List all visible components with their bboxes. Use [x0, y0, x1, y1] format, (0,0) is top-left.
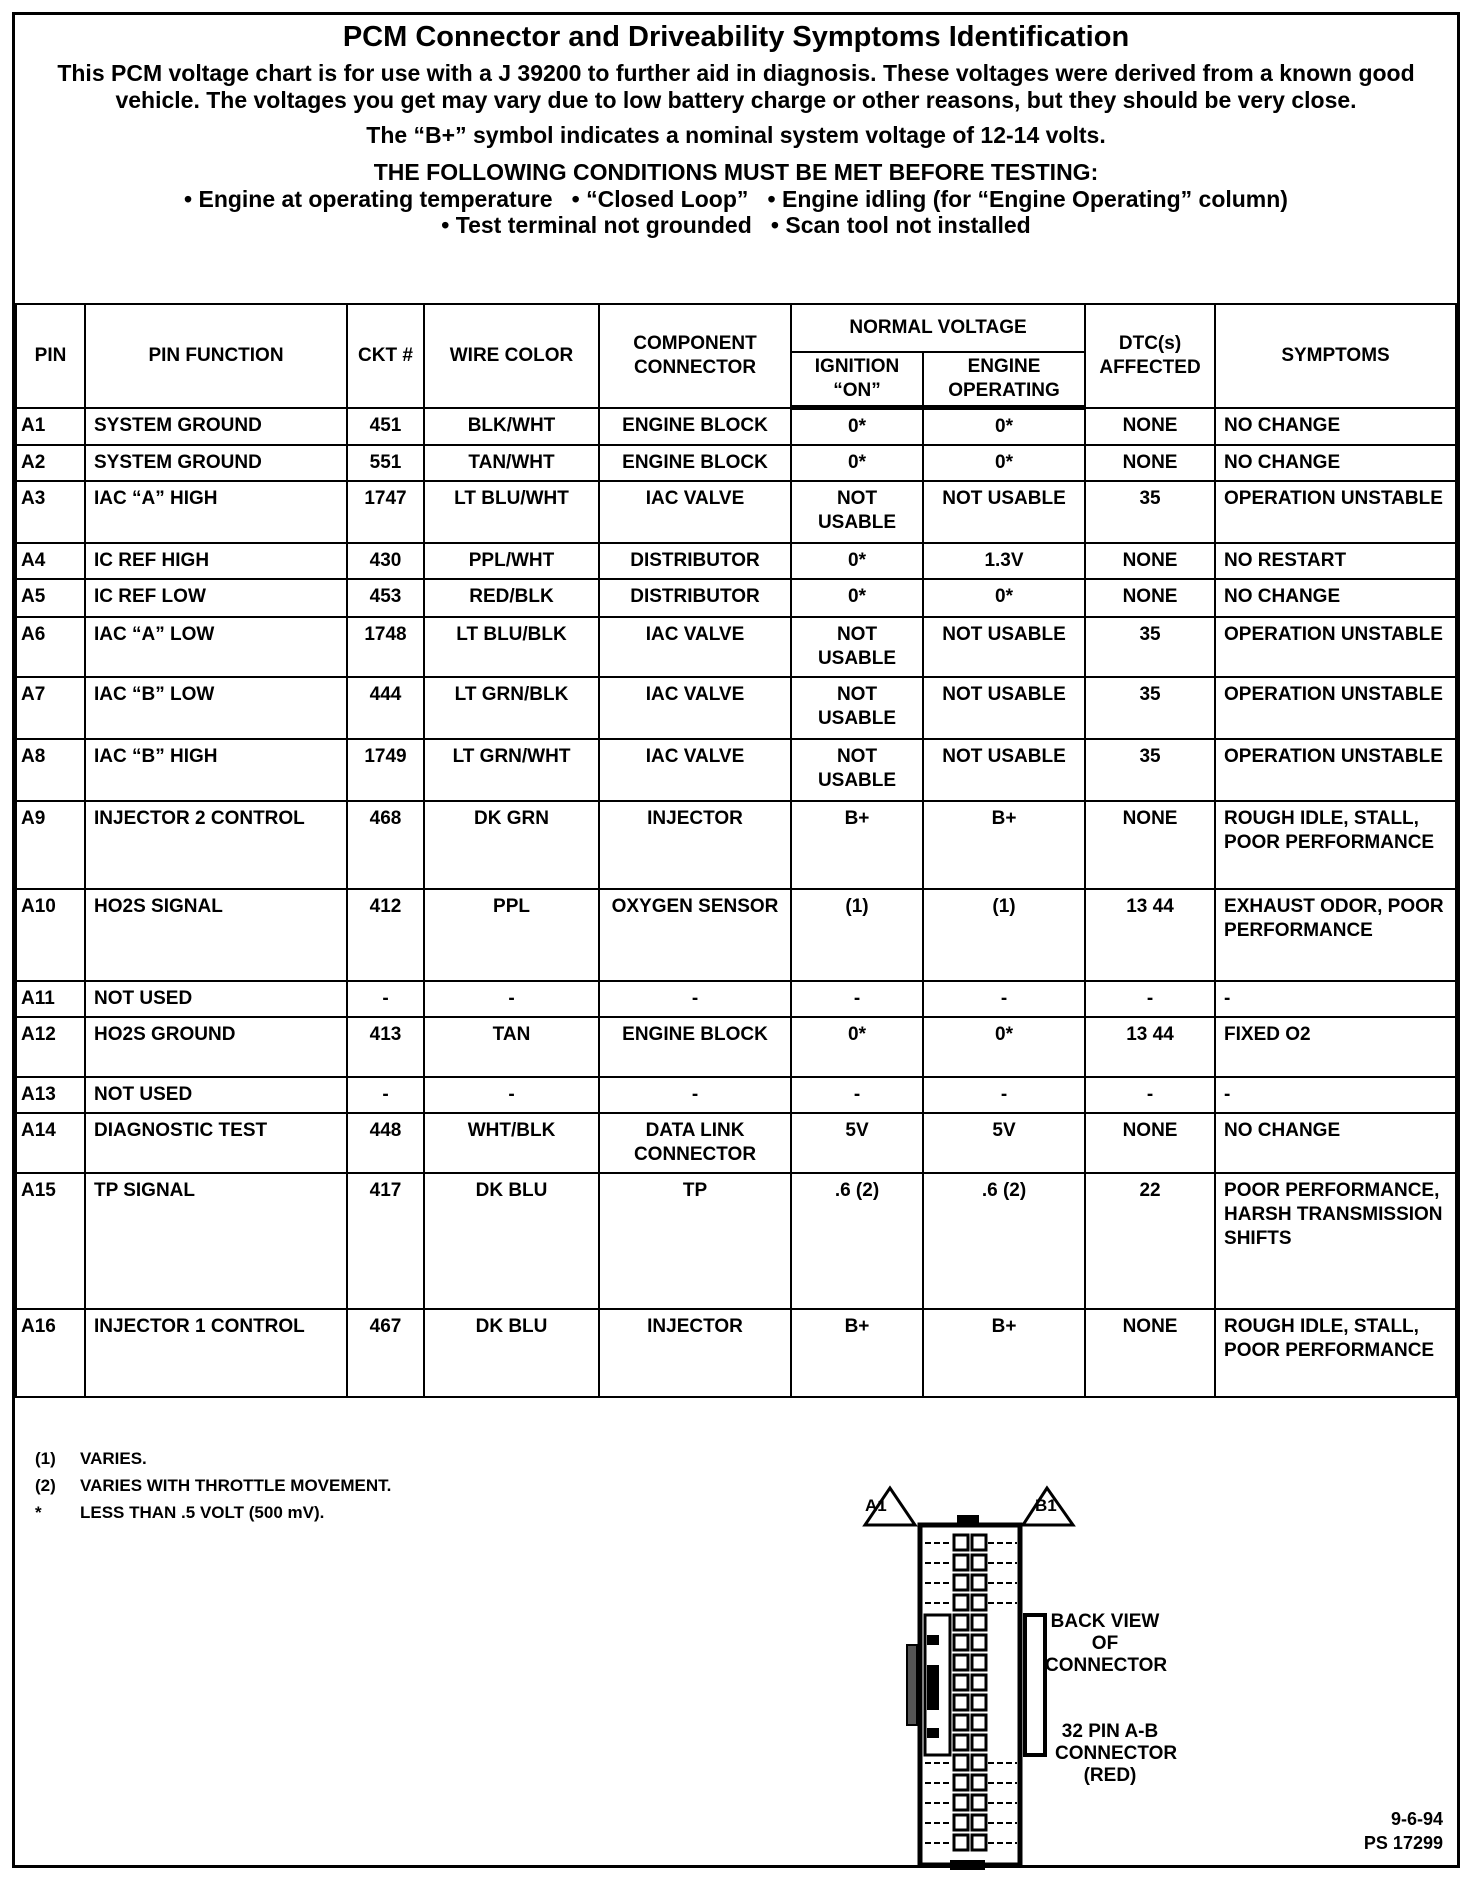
cell-pin: A14 — [16, 1113, 85, 1173]
header-engine: ENGINE OPERATING — [923, 352, 1085, 408]
cell-pin: A3 — [16, 481, 85, 543]
cell-function: IC REF HIGH — [85, 543, 347, 579]
conditions-heading: THE FOLLOWING CONDITIONS MUST BE MET BEFORE TESTING: — [373, 159, 1099, 185]
pin-cavity — [954, 1795, 968, 1810]
cell-dtc: 35 — [1085, 481, 1215, 543]
pin-cavity — [972, 1655, 986, 1670]
cell-eng: NOT USABLE — [923, 617, 1085, 677]
conditions-line-2: • Test terminal not grounded • Scan tool not installed — [441, 212, 1031, 238]
header-pin: PIN — [16, 304, 85, 408]
pin-cavity — [954, 1655, 968, 1670]
cell-function: INJECTOR 1 CONTROL — [85, 1309, 347, 1397]
cell-ign: (1) — [791, 889, 923, 981]
pin-cavity — [972, 1795, 986, 1810]
cell-ckt: 413 — [347, 1017, 424, 1077]
pin-cavity — [972, 1615, 986, 1630]
table-row — [16, 408, 1456, 446]
pin-cavity — [972, 1715, 986, 1730]
cell-function: DIAGNOSTIC TEST — [85, 1113, 347, 1173]
table-row — [16, 617, 1456, 677]
footnotes — [35, 1445, 391, 1526]
cell-ckt: 1747 — [347, 481, 424, 543]
cell-eng: - — [923, 1077, 1085, 1113]
cell-component: OXYGEN SENSOR — [599, 889, 791, 981]
cell-symptoms: OPERATION UNSTABLE — [1215, 481, 1456, 543]
pin-cavity — [954, 1675, 968, 1690]
pin-cavity — [972, 1575, 986, 1590]
cell-symptoms: - — [1215, 981, 1456, 1017]
cell-component: ENGINE BLOCK — [599, 445, 791, 481]
table-row — [16, 579, 1456, 617]
cell-component: IAC VALVE — [599, 481, 791, 543]
cell-pin: A9 — [16, 801, 85, 889]
pin-cavity — [954, 1755, 968, 1770]
cell-function: NOT USED — [85, 981, 347, 1017]
cell-eng: 5V — [923, 1113, 1085, 1173]
cell-pin: A6 — [16, 617, 85, 677]
pin-cavity — [972, 1755, 986, 1770]
cell-wire: DK GRN — [424, 801, 599, 889]
cell-component: DISTRIBUTOR — [599, 543, 791, 579]
cell-function: HO2S SIGNAL — [85, 889, 347, 981]
cell-dtc: 13 44 — [1085, 1017, 1215, 1077]
cell-pin: A1 — [16, 408, 85, 446]
back-view-label: BACK VIEW OF CONNECTOR — [1045, 1611, 1168, 1676]
cell-pin: A11 — [16, 981, 85, 1017]
cell-wire: DK BLU — [424, 1173, 599, 1309]
cell-ckt: - — [347, 981, 424, 1017]
cell-eng: B+ — [923, 1309, 1085, 1397]
cell-eng: NOT USABLE — [923, 677, 1085, 739]
cell-symptoms: - — [1215, 1077, 1456, 1113]
cell-dtc: 22 — [1085, 1173, 1215, 1309]
table-row — [16, 739, 1456, 801]
table-row — [16, 801, 1456, 889]
table-row — [16, 677, 1456, 739]
pin-cavity — [954, 1775, 968, 1790]
header-ignition: IGNITION “ON” — [791, 352, 923, 408]
cell-pin: A15 — [16, 1173, 85, 1309]
cell-dtc: 13 44 — [1085, 889, 1215, 981]
b1-label: B1 — [1035, 1496, 1057, 1515]
cell-component: IAC VALVE — [599, 677, 791, 739]
table-row — [16, 1077, 1456, 1113]
footnote: * LESS THAN .5 VOLT (500 mV). — [35, 1503, 325, 1522]
cell-component: - — [599, 981, 791, 1017]
cell-dtc: - — [1085, 981, 1215, 1017]
header — [15, 21, 1457, 238]
cell-component: ENGINE BLOCK — [599, 1017, 791, 1077]
pin-cavity — [954, 1835, 968, 1850]
header-wire: WIRE COLOR — [424, 304, 599, 408]
cell-dtc: 35 — [1085, 677, 1215, 739]
cell-ign: 0* — [791, 408, 923, 446]
cell-eng: - — [923, 981, 1085, 1017]
cell-ign: 0* — [791, 543, 923, 579]
cell-eng: NOT USABLE — [923, 481, 1085, 543]
pin-cavity — [972, 1735, 986, 1750]
pin-cavity — [972, 1695, 986, 1710]
cell-pin: A2 — [16, 445, 85, 481]
pin-cavity — [954, 1715, 968, 1730]
cell-symptoms: OPERATION UNSTABLE — [1215, 739, 1456, 801]
cell-wire: - — [424, 981, 599, 1017]
intro-text: This PCM voltage chart is for use with a J 39200 to further aid in diagnosis. These voltages were derived from a known good vehicle. The voltages you get may vary due to low battery charge or other reasons, but they should be very close. — [57, 60, 1415, 113]
cell-dtc: NONE — [1085, 445, 1215, 481]
cell-symptoms: NO CHANGE — [1215, 1113, 1456, 1173]
pin-cavity — [954, 1595, 968, 1610]
page-title: PCM Connector and Driveability Symptoms Identification — [342, 21, 1130, 53]
header-component: COMPONENT CONNECTOR — [599, 304, 791, 408]
header-function: PIN FUNCTION — [85, 304, 347, 408]
cell-ign: 5V — [791, 1113, 923, 1173]
cell-component: IAC VALVE — [599, 617, 791, 677]
cell-ign: NOT USABLE — [791, 739, 923, 801]
cell-symptoms: NO CHANGE — [1215, 408, 1456, 446]
pin-cavity — [954, 1635, 968, 1650]
cell-symptoms: FIXED O2 — [1215, 1017, 1456, 1077]
cell-function: INJECTOR 2 CONTROL — [85, 801, 347, 889]
cell-eng: 0* — [923, 408, 1085, 446]
cell-wire: LT BLU/WHT — [424, 481, 599, 543]
table-row — [16, 1309, 1456, 1397]
bplus-note: The “B+” symbol indicates a nominal system voltage of 12-14 volts. — [366, 122, 1106, 148]
cell-ckt: 451 — [347, 408, 424, 446]
pin-cavity — [954, 1815, 968, 1830]
cell-ckt: 453 — [347, 579, 424, 617]
cell-symptoms: OPERATION UNSTABLE — [1215, 677, 1456, 739]
cell-wire: BLK/WHT — [424, 408, 599, 446]
cell-dtc: NONE — [1085, 1113, 1215, 1173]
cell-ckt: 448 — [347, 1113, 424, 1173]
cell-component: IAC VALVE — [599, 739, 791, 801]
cell-function: IAC “A” HIGH — [85, 481, 347, 543]
pin-table — [15, 303, 1457, 1398]
conditions-line-1: • Engine at operating temperature • “Closed Loop” • Engine idling (for “Engine Operating” column) — [184, 186, 1288, 212]
connector-type-label: 32 PIN A-B CONNECTOR (RED) — [1055, 1721, 1178, 1786]
cell-function: HO2S GROUND — [85, 1017, 347, 1077]
pin-cavity — [972, 1835, 986, 1850]
cell-wire: LT BLU/BLK — [424, 617, 599, 677]
cell-ckt: - — [347, 1077, 424, 1113]
header-dtc: DTC(s) AFFECTED — [1085, 304, 1215, 408]
cell-function: SYSTEM GROUND — [85, 445, 347, 481]
cell-ign: NOT USABLE — [791, 677, 923, 739]
cell-ign: 0* — [791, 579, 923, 617]
cell-pin: A5 — [16, 579, 85, 617]
pin-cavity — [954, 1535, 968, 1550]
cell-eng: 0* — [923, 1017, 1085, 1077]
cell-dtc: NONE — [1085, 543, 1215, 579]
cell-pin: A12 — [16, 1017, 85, 1077]
cell-ign: B+ — [791, 1309, 923, 1397]
cell-ckt: 430 — [347, 543, 424, 579]
footnote: (2) VARIES WITH THROTTLE MOVEMENT. — [35, 1476, 392, 1495]
cell-component: INJECTOR — [599, 1309, 791, 1397]
cell-pin: A16 — [16, 1309, 85, 1397]
cell-function: TP SIGNAL — [85, 1173, 347, 1309]
cell-eng: 0* — [923, 445, 1085, 481]
cell-symptoms: EXHAUST ODOR, POOR PERFORMANCE — [1215, 889, 1456, 981]
cell-symptoms: ROUGH IDLE, STALL, POOR PERFORMANCE — [1215, 801, 1456, 889]
cell-symptoms: NO CHANGE — [1215, 445, 1456, 481]
pin-cavity — [972, 1535, 986, 1550]
table-row — [16, 481, 1456, 543]
cell-ckt: 412 — [347, 889, 424, 981]
cell-component: DISTRIBUTOR — [599, 579, 791, 617]
cell-wire: DK BLU — [424, 1309, 599, 1397]
cell-pin: A4 — [16, 543, 85, 579]
pin-cavity — [954, 1695, 968, 1710]
cell-dtc: 35 — [1085, 617, 1215, 677]
cell-wire: - — [424, 1077, 599, 1113]
cell-wire: WHT/BLK — [424, 1113, 599, 1173]
pin-cavity — [972, 1675, 986, 1690]
cell-ign: .6 (2) — [791, 1173, 923, 1309]
pin-cavity — [954, 1575, 968, 1590]
cell-function: SYSTEM GROUND — [85, 408, 347, 446]
cell-function: IAC “B” LOW — [85, 677, 347, 739]
pin-cavity — [954, 1555, 968, 1570]
cell-wire: TAN — [424, 1017, 599, 1077]
table-row — [16, 889, 1456, 981]
footnote: (1) VARIES. — [35, 1449, 147, 1468]
cell-eng: (1) — [923, 889, 1085, 981]
date: 9-6-94 — [1390, 1809, 1443, 1829]
cell-dtc: - — [1085, 1077, 1215, 1113]
cell-dtc: 35 — [1085, 739, 1215, 801]
cell-ckt: 468 — [347, 801, 424, 889]
cell-eng: 0* — [923, 579, 1085, 617]
cell-component: - — [599, 1077, 791, 1113]
cell-ckt: 467 — [347, 1309, 424, 1397]
cell-wire: PPL/WHT — [424, 543, 599, 579]
cell-ckt: 444 — [347, 677, 424, 739]
header-normal-voltage: NORMAL VOLTAGE — [791, 304, 1085, 352]
cell-ckt: 1748 — [347, 617, 424, 677]
cell-ckt: 551 — [347, 445, 424, 481]
cell-wire: PPL — [424, 889, 599, 981]
pin-cavity — [972, 1555, 986, 1570]
cell-dtc: NONE — [1085, 408, 1215, 446]
cell-pin: A10 — [16, 889, 85, 981]
cell-pin: A7 — [16, 677, 85, 739]
table-row — [16, 1017, 1456, 1077]
cell-eng: NOT USABLE — [923, 739, 1085, 801]
cell-ckt: 1749 — [347, 739, 424, 801]
cell-symptoms: ROUGH IDLE, STALL, POOR PERFORMANCE — [1215, 1309, 1456, 1397]
table-row — [16, 981, 1456, 1017]
cell-symptoms: OPERATION UNSTABLE — [1215, 617, 1456, 677]
cell-eng: 1.3V — [923, 543, 1085, 579]
cell-wire: RED/BLK — [424, 579, 599, 617]
a1-label: A1 — [865, 1496, 887, 1515]
cell-pin: A8 — [16, 739, 85, 801]
cell-wire: TAN/WHT — [424, 445, 599, 481]
table-row — [16, 1113, 1456, 1173]
cell-wire: LT GRN/WHT — [424, 739, 599, 801]
header-symptoms: SYMPTOMS — [1215, 304, 1456, 408]
cell-dtc: NONE — [1085, 579, 1215, 617]
table-row — [16, 445, 1456, 481]
cell-ign: 0* — [791, 445, 923, 481]
cell-wire: LT GRN/BLK — [424, 677, 599, 739]
cell-ign: 0* — [791, 1017, 923, 1077]
document-frame — [12, 12, 1460, 1868]
cell-symptoms: POOR PERFORMANCE, HARSH TRANSMISSION SHIFTS — [1215, 1173, 1456, 1309]
pin-cavity — [954, 1615, 968, 1630]
cell-function: IAC “B” HIGH — [85, 739, 347, 801]
cell-symptoms: NO CHANGE — [1215, 579, 1456, 617]
cell-function: IAC “A” LOW — [85, 617, 347, 677]
cell-symptoms: NO RESTART — [1215, 543, 1456, 579]
pin-cavity — [972, 1815, 986, 1830]
cell-eng: B+ — [923, 801, 1085, 889]
ps-number: PS 17299 — [1363, 1833, 1443, 1853]
cell-dtc: NONE — [1085, 1309, 1215, 1397]
cell-component: INJECTOR — [599, 801, 791, 889]
pin-cavity — [972, 1595, 986, 1610]
pin-cavity — [972, 1635, 986, 1650]
cell-eng: .6 (2) — [923, 1173, 1085, 1309]
cell-function: IC REF LOW — [85, 579, 347, 617]
cell-function: NOT USED — [85, 1077, 347, 1113]
cell-ign: B+ — [791, 801, 923, 889]
table-row — [16, 1173, 1456, 1309]
document-id — [1364, 1807, 1443, 1855]
pin-cavity — [972, 1775, 986, 1790]
cell-ign: NOT USABLE — [791, 481, 923, 543]
pin-cavity — [954, 1735, 968, 1750]
cell-ign: NOT USABLE — [791, 617, 923, 677]
cell-ign: - — [791, 1077, 923, 1113]
cell-component: ENGINE BLOCK — [599, 408, 791, 446]
table-row — [16, 543, 1456, 579]
cell-component: DATA LINK CONNECTOR — [599, 1113, 791, 1173]
cell-ign: - — [791, 981, 923, 1017]
cell-dtc: NONE — [1085, 801, 1215, 889]
cell-ckt: 417 — [347, 1173, 424, 1309]
header-ckt: CKT # — [347, 304, 424, 408]
cell-component: TP — [599, 1173, 791, 1309]
cell-pin: A13 — [16, 1077, 85, 1113]
